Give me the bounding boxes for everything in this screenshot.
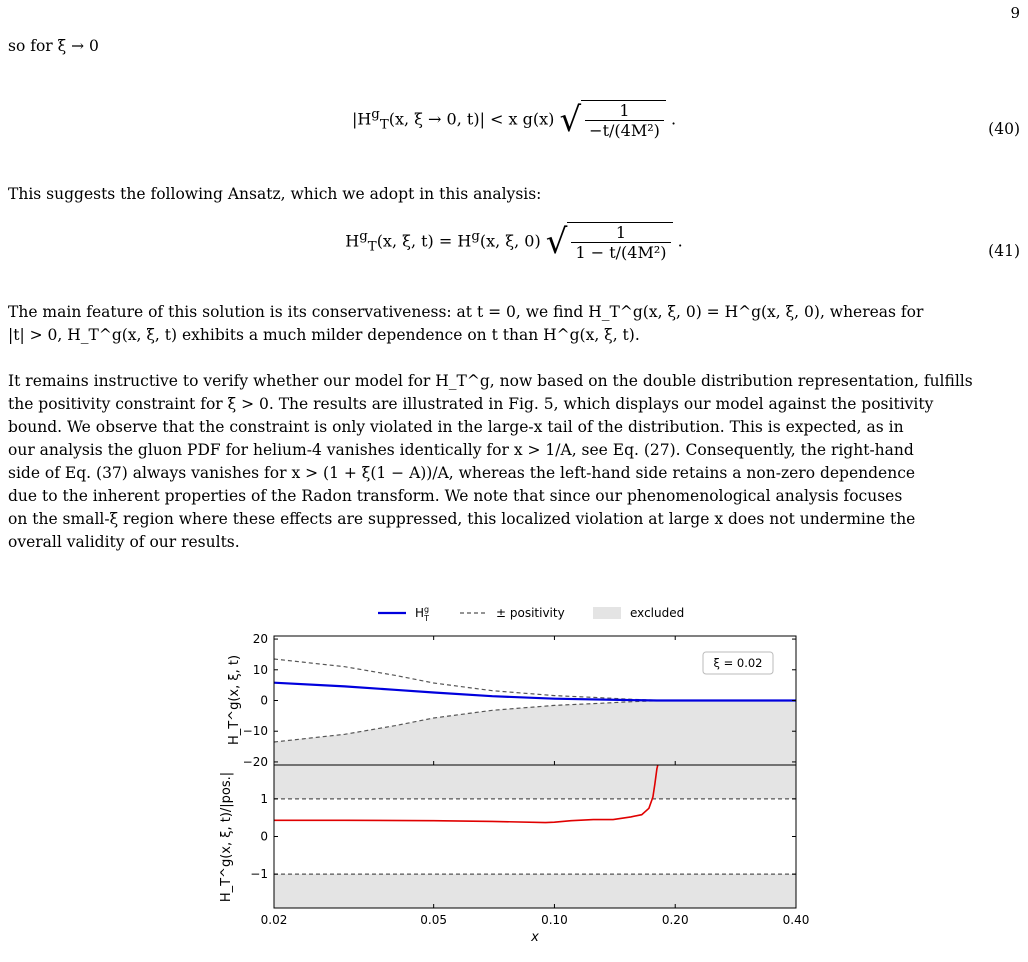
equation-number-41: (41) xyxy=(988,242,1020,260)
bottom-xtick-label: 0.40 xyxy=(782,913,810,927)
legend-swatch-excluded xyxy=(593,607,621,619)
eq41-frac-den: 1 − t/(4M²) xyxy=(575,243,667,262)
eq41-lhs-args: (x, ξ, t) = H xyxy=(376,231,472,251)
eq40-frac-den: −t/(4M²) xyxy=(589,121,660,140)
bottom-xtick-label: 0.02 xyxy=(260,913,288,927)
equation-41 xyxy=(0,222,1028,262)
top-panel xyxy=(227,632,796,769)
figure-5 xyxy=(0,580,1028,960)
top-ytick-label: −20 xyxy=(242,754,268,769)
eq40-lhs-sub: T xyxy=(379,117,389,133)
eq40-tail: . xyxy=(670,109,677,129)
page-number: 9 xyxy=(1010,4,1020,22)
bottom-ytick-label: 1 xyxy=(260,791,268,806)
paragraph-1-line-2: |t| > 0, H_T^g(x, ξ, t) exhibits a much milder dependence on t than H^g(x, ξ, t). xyxy=(8,326,640,344)
top-ytick-label: 20 xyxy=(252,632,268,647)
legend-label-excluded: excluded xyxy=(630,606,685,620)
paragraph-2-line-6: due to the inherent properties of the Radon transform. We note that since our phenomenological analysis focuses xyxy=(8,487,903,505)
eq41-lhs-sup: g xyxy=(359,229,368,245)
ansatz-text: This suggests the following Ansatz, which we adopt in this analysis: xyxy=(8,185,542,203)
eq41-rhs-sup: g xyxy=(471,229,480,245)
paragraph-1-line-1: The main feature of this solution is its conservativeness: at t = 0, we find H_T^g(x, ξ, 0) = H^g(x, ξ, 0), whereas for xyxy=(8,303,924,321)
bottom-xtick-label: 0.10 xyxy=(541,913,568,927)
top-ytick-label: 0 xyxy=(260,693,268,708)
top-ytick-label: −10 xyxy=(242,724,268,739)
paragraph-2-line-5: side of Eq. (37) always vanishes for x > (1 + ξ(1 − A))/A, whereas the left-hand side retains a non-zero dependence xyxy=(8,464,916,482)
bottom-ytick-label: 0 xyxy=(260,829,268,844)
bottom-xtick-label: 0.20 xyxy=(661,913,689,927)
xi-annotation: ξ = 0.02 xyxy=(713,656,763,670)
legend-label-ht: $H^g$ T xyxy=(415,605,430,623)
excluded-band-upper xyxy=(274,765,796,799)
paragraph-2-line-3: bound. We observe that the constraint is only violated in the large-x tail of the distribution. This is expected, as in xyxy=(8,418,904,436)
eq40-lhs-args: (x, ξ → 0, t)| < x g(x) xyxy=(388,109,555,129)
bottom-panel xyxy=(219,765,809,945)
bottom-ytick-label: −1 xyxy=(250,867,268,882)
paragraph-2-line-8: overall validity of our results. xyxy=(8,533,240,551)
paragraph-2-line-2: the positivity constraint for ξ > 0. The results are illustrated in Fig. 5, which displays our model against the positivity xyxy=(8,395,934,413)
equation-number-40: (40) xyxy=(988,120,1020,138)
eq41-lhs: H xyxy=(345,231,360,251)
top-ylabel: H_T^g(x, ξ, t) xyxy=(227,654,242,746)
bottom-yticks xyxy=(250,792,796,881)
eq41-sqrt: √ $\frac{1}{\text{1 − t/(4M²)}}$ xyxy=(546,222,673,262)
top-ytick-label: 10 xyxy=(252,662,268,677)
bottom-ylabel: H_T^g(x, ξ, t)/|pos.| xyxy=(219,771,234,903)
eq40-frac-num: 1 xyxy=(585,101,664,121)
x-axis-label: x xyxy=(531,930,539,945)
bottom-xtick-label: 0.05 xyxy=(420,913,448,927)
legend xyxy=(378,605,684,623)
legend-label-positivity: ± positivity xyxy=(496,606,565,620)
equation-40 xyxy=(0,100,1028,140)
eq41-rhs-args: (x, ξ, 0) xyxy=(479,231,541,251)
intro-line: so for ξ → 0 xyxy=(8,37,99,55)
eq41-frac xyxy=(571,223,670,262)
paragraph-2-line-4: our analysis the gluon PDF for helium-4 vanishes identically for x > 1/A, see Eq. (27). Consequently, the right-hand xyxy=(8,441,914,459)
eq41-frac-num: 1 xyxy=(571,223,670,243)
eq40-lhs-sup: g xyxy=(371,107,380,123)
eq41-tail: . xyxy=(677,231,683,251)
paragraph-2-line-7: on the small-ξ region where these effects are suppressed, this localized violation at large x does not undermine the xyxy=(8,510,916,528)
excluded-band-lower xyxy=(274,874,796,908)
paragraph-2-line-1: It remains instructive to verify whether our model for H_T^g, now based on the double distribution representation, fulfills xyxy=(8,372,973,390)
eq40-lhs: |H xyxy=(351,109,372,129)
eq40-sqrt: √ $\frac{1}{\text{−t/(4M²)}}$ xyxy=(560,100,666,140)
eq40-frac xyxy=(585,101,664,140)
ht-series-line xyxy=(274,683,796,701)
eq41-lhs-sub: T xyxy=(367,239,377,255)
